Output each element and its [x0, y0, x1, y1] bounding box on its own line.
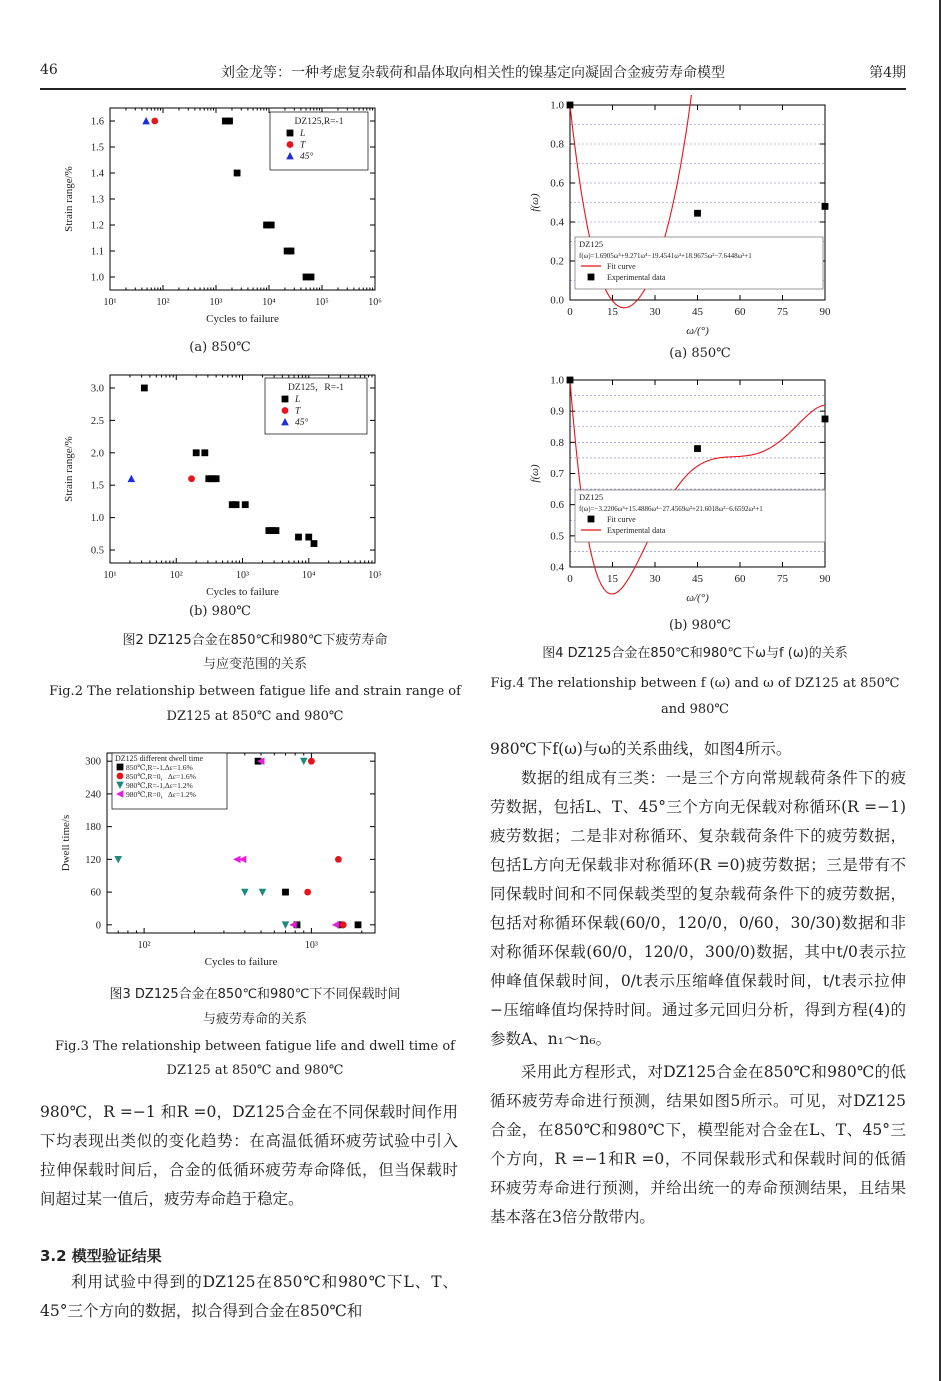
fig2a-xtick-label: 10⁶	[368, 297, 382, 308]
fig4b-xtick-label: 90	[819, 573, 831, 585]
fig4b-ytick-label: 0.8	[550, 436, 564, 449]
fig3-ytick-label: 60	[90, 887, 101, 899]
fig2a-xtick-label: 10³	[209, 297, 223, 308]
fig2b-xlabel: Cycles to failure	[206, 586, 279, 598]
fig2a-xtick-label: 10⁵	[315, 297, 329, 308]
fig4b-ytick-label: 0.5	[550, 530, 564, 543]
fig2b-chart	[55, 370, 390, 600]
fig3-legend-label: 850℃,R=-1,Δε=1.6%	[126, 763, 193, 772]
fig3-point	[332, 921, 339, 929]
fig2b-point	[242, 501, 249, 508]
fig2b-xtick-label: 10²	[169, 570, 183, 581]
fig4b-data-point	[694, 445, 701, 452]
fig4b-legend-label: Experimental data	[607, 526, 666, 535]
fig4a-legend-title: DZ125	[579, 239, 604, 249]
fig2a-xtick-label: 10¹	[103, 297, 117, 308]
fig3-point	[340, 921, 347, 928]
fig4a-data-point	[694, 210, 701, 217]
fig3-point	[259, 889, 267, 896]
fig2b-ytick-label: 3.0	[90, 383, 104, 395]
fig3-ytick-label: 240	[85, 789, 101, 801]
fig4a-ytick-label: 0.6	[550, 177, 564, 190]
section-heading-3-2: 3.2 模型验证结果	[40, 1247, 162, 1265]
fig3-legend-label: 850℃,R=0，Δε=1.6%	[126, 772, 196, 781]
fig2b-legend-title: DZ125，R=-1	[287, 383, 345, 393]
fig3-caption-en-1: Fig.3 The relationship between fatigue life and dwell time of	[55, 1039, 455, 1054]
fig2a-legend-label: L	[300, 129, 306, 139]
fig3-point	[114, 856, 122, 863]
fig2b-ytick-label: 0.5	[90, 545, 104, 557]
right-paragraph-3: 采用此方程形式，对DZ125合金在850℃和980℃的低循环疲劳寿命进行预测，结果如图5所示。可见，对DZ125合金，在850℃和980℃下，模型能对合金在L、T、45°三个方向，R =−1和R =0，不同保载形式和保载时间的低循环疲劳寿命进行预测，并给出统一的寿命预测结果，且结果基本落在3倍分散带内。	[490, 1063, 906, 1226]
fig3-point	[282, 889, 289, 896]
fig4b-xtick-label: 75	[777, 573, 788, 585]
header-rule	[40, 88, 906, 90]
fig3-ytick-label: 120	[85, 854, 101, 866]
fig2b-ytick-label: 2.0	[90, 448, 104, 460]
fig2b-point	[193, 449, 200, 456]
fig2-caption-cn-1: 图2 DZ125合金在850℃和980℃下疲劳寿命	[122, 633, 388, 648]
left-paragraph-text: 980℃，R =−1 和R =0，DZ125合金在不同保载时间作用下均表现出类似的变化趋势：在高温低循环疲劳试验中引入拉伸保载时间后，合金的低循环疲劳寿命降低，但当保载时间超过某一值后，疲劳寿命趋于稳定。	[40, 1103, 458, 1208]
fig2a-ytick-label: 1.4	[90, 168, 104, 180]
fig2b-xtick-label: 10¹	[103, 570, 117, 581]
fig4a-xtick-label: 15	[607, 306, 618, 318]
fig2a-legend-label: 45°	[300, 152, 314, 162]
fig2b-xtick-label: 10⁵	[368, 570, 382, 581]
page-number: 46	[40, 62, 58, 78]
fig2b-xtick-label: 10⁴	[302, 570, 316, 581]
fig4a-legend-label: Fit curve	[607, 262, 636, 271]
fig4-caption-en-2: and 980℃	[661, 702, 729, 717]
fig2a-ytick-label: 1.1	[90, 246, 104, 258]
right-column-text	[490, 735, 906, 1232]
fig4a-xtick-label: 60	[734, 306, 746, 318]
fig2b-legend-label: 45°	[295, 418, 309, 428]
fig2a-ytick-label: 1.5	[90, 142, 104, 154]
fig3-xlabel: Cycles to failure	[204, 956, 278, 968]
fig2b-legend-label: L	[295, 395, 301, 405]
fig4a-xtick-label: 45	[692, 306, 703, 318]
fig4b-equation: f(ω)=−3.2206ω⁵+15.4886ω⁴−27.4569ω³+21.6018ω²−6.6592ω²+1	[579, 505, 763, 513]
fig4b-ytick-label: 0.9	[550, 405, 564, 418]
issue-number: 第4期	[869, 65, 906, 81]
fig2b-ytick-label: 1.0	[90, 513, 104, 525]
fig3-point	[308, 758, 315, 765]
fig4a-xlabel: ω/(°)	[686, 325, 709, 337]
fig3-point	[355, 921, 362, 928]
fig2b-point	[233, 501, 240, 508]
running-title: 刘金龙等：一种考虑复杂载荷和晶体取向相关性的镍基定向凝固合金疲劳寿命模型	[221, 65, 725, 81]
fig2a-ytick-label: 1.3	[90, 194, 104, 206]
fig2a-ytick-label: 1.2	[90, 220, 104, 232]
fig4b-data-point	[822, 416, 829, 423]
fig4b-data-point	[567, 377, 574, 384]
fig4a-xtick-label: 0	[567, 306, 573, 318]
fig2-caption-en-1: Fig.2 The relationship between fatigue life and strain range of	[49, 684, 461, 699]
fig2b-legend-label: T	[295, 406, 301, 417]
fig3-legend-label: 980℃,R=-1,Δε=1.2%	[126, 781, 193, 790]
fig4a-chart	[505, 95, 905, 345]
fig4a-xtick-label: 75	[777, 306, 788, 318]
fig4a-legend-label: Experimental data	[607, 273, 666, 282]
fig4b-xtick-label: 0	[567, 573, 573, 585]
fig2b-point	[141, 385, 148, 392]
fig4b-chart	[505, 370, 905, 615]
fig2a-point	[234, 170, 241, 177]
fig4a-ytick-label: 0.4	[550, 216, 564, 229]
fig2b-xtick-label: 10³	[236, 570, 249, 581]
fig3-legend-marker	[117, 773, 124, 780]
fig2a-legend-label: T	[300, 140, 306, 151]
fig4a-xtick-label: 90	[819, 306, 831, 318]
fig4b-legend-label: Fit curve	[607, 515, 636, 524]
fig2a-point	[268, 222, 275, 229]
fig4b-ylabel: f(ω)	[529, 464, 541, 483]
fig3-ytick-label: 300	[85, 756, 101, 768]
fig4a-data-point	[567, 102, 574, 109]
fig4a-ytick-label: 1.0	[550, 99, 564, 112]
fig2b-ytick-label: 2.5	[90, 415, 104, 427]
fig2b-legend-marker	[282, 407, 289, 414]
fig2-caption-en-2: DZ125 at 850℃ and 980℃	[166, 709, 344, 724]
fig2a-subcaption: (a) 850℃	[189, 340, 251, 355]
fig2b-point	[273, 527, 280, 534]
fig2b-point	[305, 534, 312, 541]
fig4a-ytick-label: 0.2	[550, 255, 564, 268]
fig3-xtick-label: 10³	[304, 940, 318, 951]
fig2a-ytick-label: 1.0	[90, 272, 104, 284]
fig2a-point	[288, 248, 295, 255]
fig2a-xlabel: Cycles to failure	[206, 313, 279, 325]
right-paragraph-2: 数据的组成有三类：一是三个方向常规载荷条件下的疲劳数据，包括L、T、45°三个方向无保载对称循环(R =−1)疲劳数据；二是非对称循环、复杂载荷条件下的疲劳数据，包括L方向无保载非对称循环(R =0)疲劳数据；三是带有不同保载时间和不同保载类型的复杂载荷条件下的疲劳数据，包括对称循环保载(60/0，120/0，0/60，30/30)数据和非对称循环保载(60/0，120/0，300/0)数据，其中t/0表示拉伸峰值保载时间，0/t表示压缩峰值保载时间，t/t表示拉伸−压缩峰值均保持时间。通过多元回归分析，得到方程(4)的参数A、n₁～n₆。	[490, 769, 906, 1048]
fig3-point	[335, 856, 342, 863]
fig3-legend-title: DZ125 different dwell time	[115, 754, 204, 763]
fig4a-equation: f(ω)=1.6905ω⁵+9.271ω⁴−19.4541ω³+18.9675ω²−7.6448ω²+1	[579, 252, 752, 260]
fig3-caption-cn-1: 图3 DZ125合金在850℃和980℃下不同保载时间	[109, 987, 401, 1002]
fig2b-point	[201, 449, 208, 456]
fig2b-legend-marker	[282, 396, 289, 403]
fig4b-xtick-label: 15	[607, 573, 618, 585]
fig4b-xtick-label: 60	[734, 573, 746, 585]
fig4-caption-cn: 图4 DZ125合金在850℃和980℃下ω与f (ω)的关系	[542, 646, 848, 661]
fig2b-subcaption: (b) 980℃	[189, 604, 251, 619]
fig3-legend-label: 980℃,R=0，Δε=1.2%	[126, 790, 196, 799]
fig4-caption-en-1: Fig.4 The relationship between f (ω) and ω of DZ125 at 850℃	[490, 676, 900, 691]
fig4b-xtick-label: 30	[649, 573, 661, 585]
fig4a-data-point	[822, 203, 829, 210]
fig4b-fit-curve	[570, 380, 825, 594]
fig2a-xtick-label: 10²	[156, 297, 170, 308]
fig2b-ylabel: Strain range/%	[63, 436, 75, 502]
right-paragraph-1: 980℃下f(ω)与ω的关系曲线，如图4所示。	[490, 740, 792, 758]
fig2a-legend-marker	[287, 130, 294, 137]
fig4a-ytick-label: 0.0	[550, 294, 564, 307]
fig4b-xlabel: ω/(°)	[686, 592, 709, 604]
fig2b-ytick-label: 1.5	[90, 480, 104, 492]
fig2a-point	[142, 117, 150, 124]
fig2b-point	[311, 540, 318, 547]
fig3-point	[300, 758, 308, 765]
fig3-point	[304, 889, 311, 896]
fig3-point	[241, 889, 249, 896]
left-paragraph-2	[40, 1268, 458, 1326]
fig4b-legend-title: DZ125	[579, 492, 604, 502]
fig3-chart	[55, 745, 390, 977]
fig2b-point	[188, 475, 195, 482]
fig2b-point	[128, 475, 136, 482]
fig4b-xtick-label: 45	[692, 573, 703, 585]
fig2a-legend-title: DZ125,R=-1	[294, 117, 344, 127]
fig3-ytick-label: 180	[85, 822, 101, 834]
fig3-ytick-label: 0	[95, 920, 101, 932]
fig2-caption-cn-2: 与应变范围的关系	[202, 657, 307, 672]
fig2a-chart	[55, 100, 390, 335]
fig2a-ylabel: Strain range/%	[63, 166, 75, 232]
fig3-legend-marker	[117, 764, 124, 771]
fig2a-xtick-label: 10⁴	[262, 297, 276, 308]
fig2a-point	[308, 274, 315, 281]
fig2a-ytick-label: 1.6	[90, 116, 104, 128]
left-paragraph-2-text: 利用试验中得到的DZ125在850℃和980℃下L、T、45°三个方向的数据，拟合得到合金在850℃和	[40, 1273, 458, 1320]
fig3-point	[282, 921, 290, 928]
fig4b-ytick-label: 1.0	[550, 374, 564, 387]
fig2a-legend-marker	[287, 141, 294, 148]
fig3-ylabel: Dwell time/s	[60, 814, 72, 872]
fig4a-subcaption: (a) 850℃	[669, 346, 731, 361]
fig2b-point	[295, 534, 302, 541]
fig4b-subcaption: (b) 980℃	[669, 618, 731, 633]
fig3-caption-cn-2: 与疲劳寿命的关系	[202, 1012, 307, 1027]
fig4b-ytick-label: 0.4	[550, 561, 564, 574]
fig4a-ylabel: f(ω)	[529, 193, 541, 212]
left-paragraph	[40, 1098, 458, 1214]
fig3-xtick-label: 10²	[137, 940, 151, 951]
fig3-point	[289, 921, 296, 929]
fig2a-point	[151, 118, 158, 125]
fig2b-point	[213, 475, 220, 482]
fig4b-ytick-label: 0.6	[550, 499, 564, 512]
fig4b-legend-marker	[588, 516, 595, 523]
fig4a-xtick-label: 30	[649, 306, 661, 318]
fig4a-ytick-label: 0.8	[550, 138, 564, 151]
fig4b-ytick-label: 0.7	[550, 468, 564, 480]
running-header	[40, 62, 906, 86]
fig4a-legend-marker	[588, 274, 595, 281]
fig2a-point	[226, 118, 233, 125]
fig3-caption-en-2: DZ125 at 850℃ and 980℃	[166, 1063, 344, 1078]
